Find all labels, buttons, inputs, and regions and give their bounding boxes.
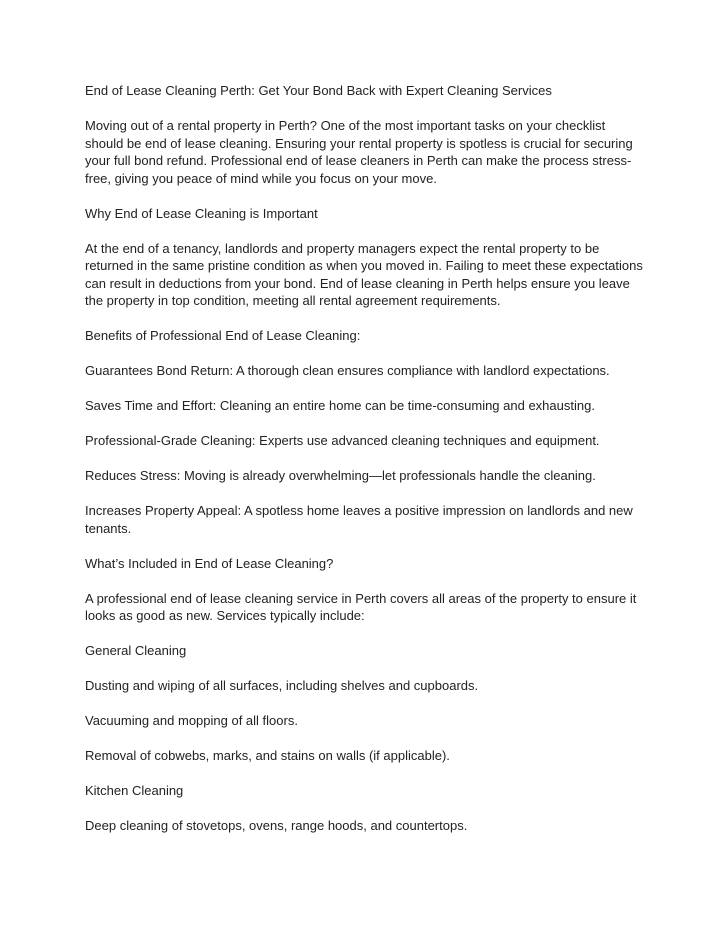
benefit-item: Reduces Stress: Moving is already overwhelming—let professionals handle the cleaning. xyxy=(85,468,596,483)
benefit-item: Saves Time and Effort: Cleaning an entire home can be time-consuming and exhausting. xyxy=(85,398,595,413)
benefit-item: Guarantees Bond Return: A thorough clean ensures compliance with landlord expectations. xyxy=(85,363,610,378)
general-cleaning-item: Dusting and wiping of all surfaces, including shelves and cupboards. xyxy=(85,678,479,693)
benefit-item: Increases Property Appeal: A spotless home leaves a positive impression on landlords and new tenants. xyxy=(85,503,633,536)
included-paragraph: A professional end of lease cleaning service in Perth covers all areas of the property to ensure it looks as good as new. Services typically include: xyxy=(85,590,637,623)
included-heading: What’s Included in End of Lease Cleaning? xyxy=(85,555,334,571)
benefits-heading: Benefits of Professional End of Lease Cleaning: xyxy=(85,328,361,343)
general-cleaning-heading: General Cleaning xyxy=(85,643,187,658)
kitchen-cleaning-item: Deep cleaning of stovetops, ovens, range hoods, and countertops. xyxy=(85,818,468,833)
benefit-item: Professional-Grade Cleaning: Experts use advanced cleaning techniques and equipment. xyxy=(85,433,600,448)
general-cleaning-item: Removal of cobwebs, marks, and stains on walls (if applicable). xyxy=(85,748,450,763)
kitchen-cleaning-heading: Kitchen Cleaning xyxy=(85,783,184,798)
why-paragraph: At the end of a tenancy, landlords and property managers expect the rental property to be returned in the same pristine condition as when you moved in. Failing to meet these expectations can result in deductions from your bond. End of lease cleaning in Perth helps ensure you leave the property in top condition, meeting all rental agreement requirements. xyxy=(85,240,643,308)
document-page xyxy=(85,82,645,852)
why-heading: Why End of Lease Cleaning is Important xyxy=(85,205,318,221)
intro-paragraph: Moving out of a rental property in Perth? One of the most important tasks on your checklist should be end of lease cleaning. Ensuring your rental property is spotless is crucial for securing your full bond refund. Professional end of lease cleaners in Perth can make the process stress-free, giving you peace of mind while you focus on your move. xyxy=(85,118,633,186)
document-title: End of Lease Cleaning Perth: Get Your Bond Back with Expert Cleaning Services xyxy=(85,83,552,98)
general-cleaning-item: Vacuuming and mopping of all floors. xyxy=(85,713,298,728)
